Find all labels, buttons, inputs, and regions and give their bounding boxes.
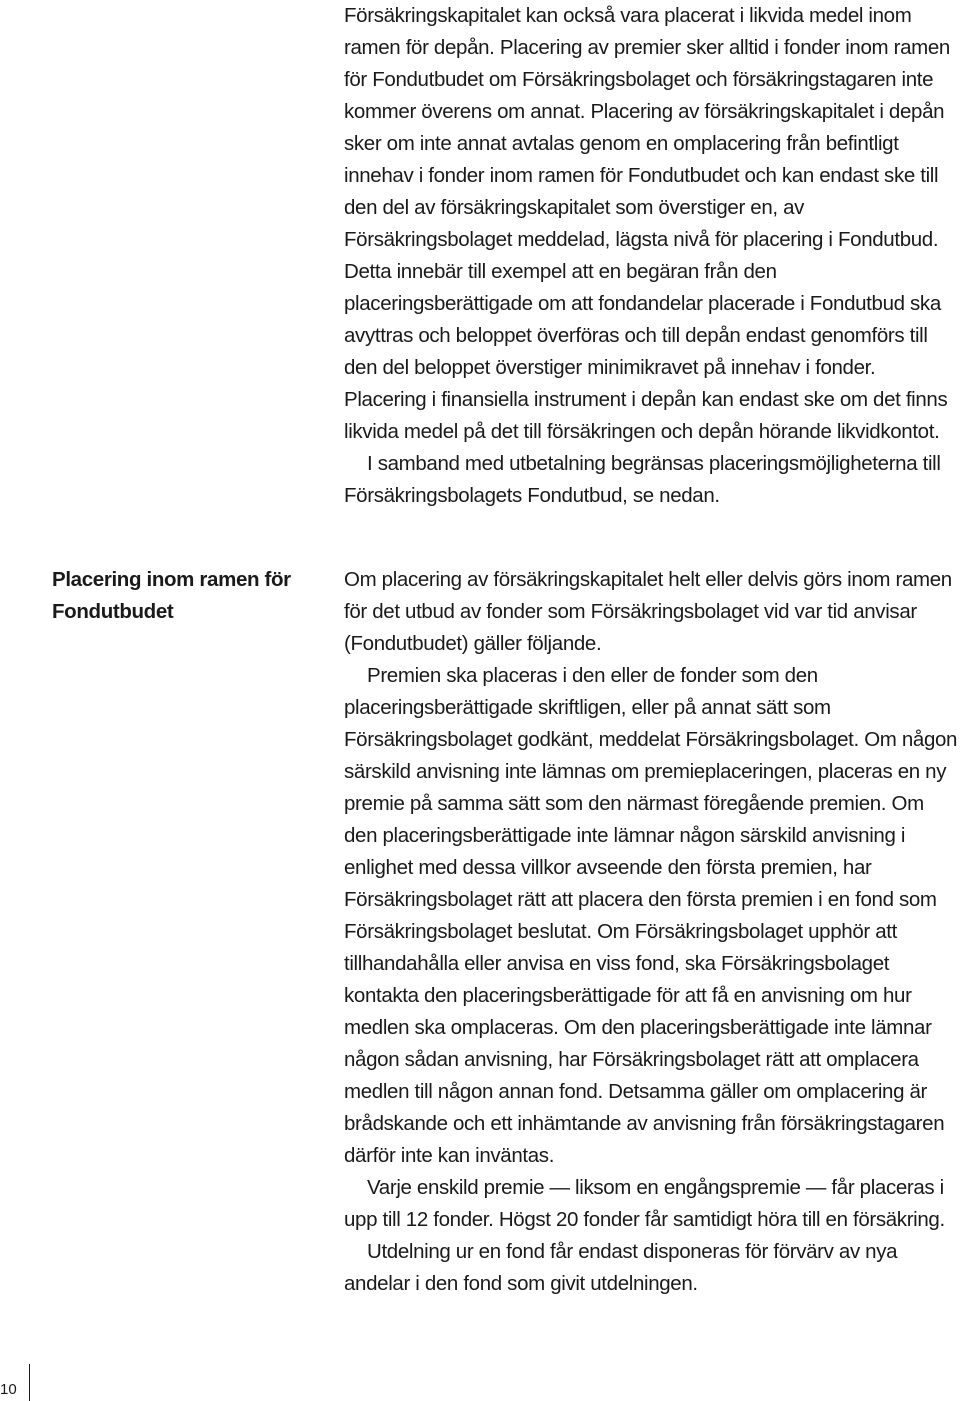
section-paragraph-3: Varje enskild premie — liksom en engångspremie — får placeras i upp till 12 fonder. Högst 20 fonder får samtidigt höra till en försäkring. xyxy=(344,1176,945,1231)
section-paragraph-2: Premien ska placeras i den eller de fonder som den placeringsberättigade skriftligen, eller på annat sätt som Försäkringsbolaget godkänt, meddelat Försäkringsbolaget. Om någon särskild anvisning inte lämnas om premieplaceringen, placeras en ny premie på samma sätt som den närmast föregående premien. Om den placeringsberättigade inte lämnar någon särskild anvisning i enlighet med dessa villkor avseende den första premien, har Försäkringsbolaget rätt att placera den första premien i en fond som Försäkringsbolaget beslutat. Om Försäkringsbolaget upphör att tillhandahålla eller anvisa en viss fond, ska Försäkringsbolaget kontakta den placeringsberättigade för att få en anvisning om hur medlen ska omplaceras. Om den placeringsberättigade inte lämnar någon sådan anvisning, har Försäkringsbolaget rätt att omplacera medlen till någon annan fond. Detsamma gäller om omplacering är brådskande och ett inhämtande av anvisning från försäkringstagaren därför inte kan inväntas. xyxy=(344,664,958,1167)
section-heading: Placering inom ramen för Fondutbudet xyxy=(52,568,291,623)
page-number-divider xyxy=(29,1364,30,1401)
continuation-paragraph-2: I samband med utbetalning begränsas placeringsmöjligheterna till Försäkringsbolagets Fondutbud, se nedan. xyxy=(344,452,941,507)
section-paragraph-1: Om placering av försäkringskapitalet helt eller delvis görs inom ramen för det utbud av fonder som Försäkringsbolaget vid var tid anvisar (Fondutbudet) gäller följande. xyxy=(344,568,952,655)
section-paragraph-4: Utdelning ur en fond får endast disponeras för förvärv av nya andelar i den fond som givit utdelningen. xyxy=(344,1240,898,1295)
page-number: 10 xyxy=(0,1381,17,1398)
section-body xyxy=(344,564,960,1300)
continuation-paragraph-1: Försäkringskapitalet kan också vara placerat i likvida medel inom ramen för depån. Placering av premier sker alltid i fonder inom ramen för Fondutbudet om Försäkringsbolaget och försäkringstagaren inte kommer överens om annat. Placering av försäkringskapitalet i depån sker om inte annat avtalas genom en omplacering från befintligt innehav i fonder inom ramen för Fondutbudet och kan endast ske till den del av försäkringskapitalet som överstiger en, av Försäkringsbolaget meddelad, lägsta nivå för placering i Fondutbud. Detta innebär till exempel att en begäran från den placeringsberättigade om att fondandelar placerade i Fondutbud ska avyttras och beloppet överföras och till depån endast genomförs till den del beloppet överstiger minimikravet på innehav i fonder. Placering i finansiella instrument i depån kan endast ske om det finns likvida medel på det till försäkringen och depån hörande likvidkontot. xyxy=(344,4,950,443)
continuation-text xyxy=(344,0,960,512)
